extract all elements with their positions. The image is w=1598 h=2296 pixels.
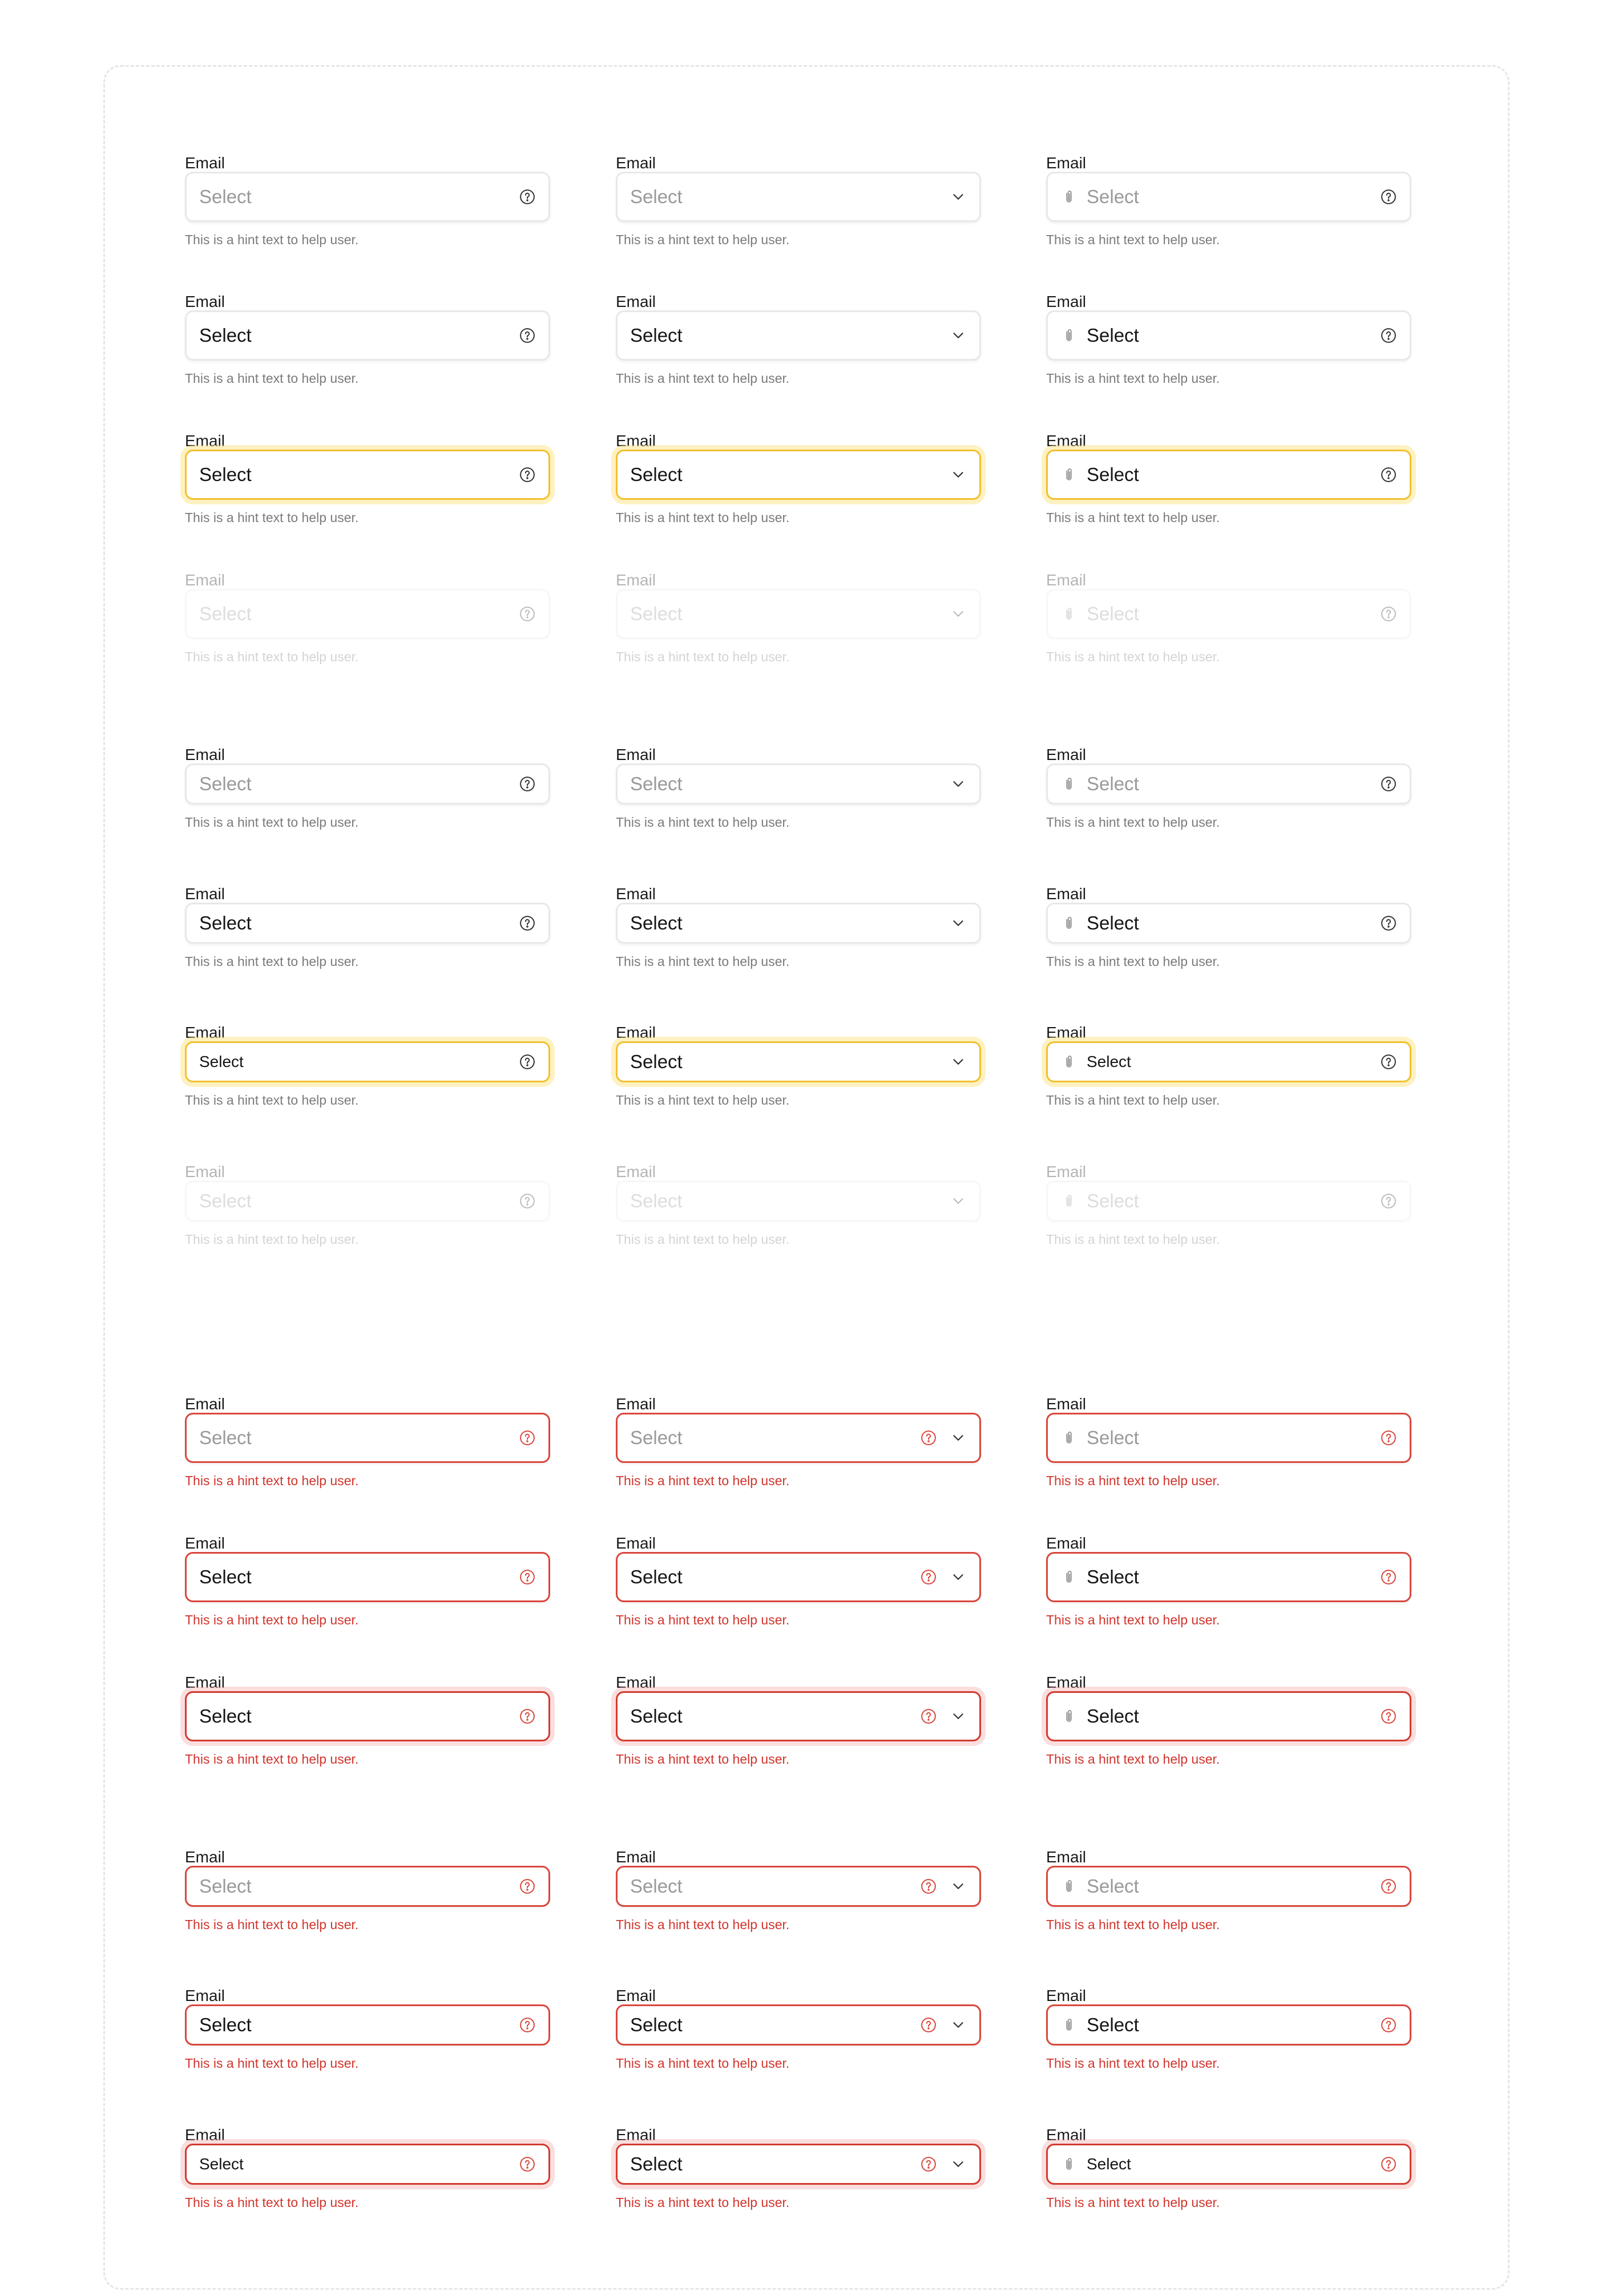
select-value: Select: [630, 186, 683, 207]
select-value: Select: [630, 912, 683, 933]
field-label: Email: [616, 154, 656, 172]
field-label: Email: [1046, 293, 1087, 310]
field-label: Email: [1046, 885, 1087, 903]
select-value: Select: [199, 1053, 244, 1070]
select-input[interactable]: [185, 1413, 550, 1463]
select-input: [185, 1181, 550, 1222]
paperclip-icon: [1060, 1708, 1078, 1725]
select-input[interactable]: [616, 172, 981, 222]
select-input[interactable]: [185, 1691, 550, 1741]
paperclip-icon: [1060, 466, 1078, 483]
help-icon[interactable]: [519, 2016, 536, 2034]
select-value: Select: [199, 186, 252, 207]
field-label: Email: [616, 885, 656, 903]
hint-text: This is a hint text to help user.: [616, 815, 790, 830]
select-value: Select: [199, 912, 252, 933]
help-icon[interactable]: [519, 775, 536, 793]
select-input[interactable]: [1046, 763, 1411, 805]
field-label: Email: [1046, 1024, 1087, 1041]
select-input[interactable]: [616, 1041, 981, 1082]
help-icon[interactable]: [920, 2156, 937, 2173]
chevron-down-icon[interactable]: [950, 1569, 967, 1586]
chevron-down-icon[interactable]: [950, 1708, 967, 1725]
select-input[interactable]: [616, 1691, 981, 1741]
field-label: Email: [185, 1163, 225, 1181]
component-frame: [103, 65, 1510, 2290]
hint-text: This is a hint text to help user.: [185, 954, 359, 969]
field-label: Email: [616, 1024, 656, 1041]
paperclip-icon: [1060, 2016, 1078, 2034]
select-value: Select: [630, 603, 683, 624]
field-label: Email: [616, 293, 656, 310]
hint-text: This is a hint text to help user.: [185, 1917, 359, 1932]
select-value: Select: [199, 1190, 252, 1211]
hint-text: This is a hint text to help user.: [1046, 371, 1220, 386]
field-label: Email: [616, 1848, 656, 1866]
field-label: Email: [185, 1674, 225, 1691]
select-value: Select: [1087, 2014, 1139, 2035]
hint-text: This is a hint text to help user.: [185, 1752, 359, 1767]
select-value: Select: [630, 325, 683, 346]
hint-text: This is a hint text to help user.: [1046, 2195, 1220, 2210]
select-value: Select: [199, 1566, 252, 1587]
select-input[interactable]: [616, 763, 981, 805]
select-value: Select: [630, 1566, 683, 1587]
select-input[interactable]: [185, 763, 550, 805]
field-label: Email: [1046, 1534, 1087, 1552]
select-value: Select: [199, 2155, 244, 2173]
hint-text: This is a hint text to help user.: [616, 1232, 790, 1247]
hint-text: This is a hint text to help user.: [616, 1752, 790, 1767]
help-icon[interactable]: [519, 327, 536, 344]
paperclip-icon: [1060, 1429, 1078, 1446]
select-input[interactable]: [185, 2004, 550, 2046]
hint-text: This is a hint text to help user.: [185, 2056, 359, 2071]
field-label: Email: [616, 746, 656, 763]
select-input[interactable]: [185, 450, 550, 500]
help-icon[interactable]: [1380, 1878, 1397, 1895]
select-value: Select: [630, 2014, 683, 2035]
hint-text: This is a hint text to help user.: [616, 2056, 790, 2071]
field-label: Email: [1046, 1848, 1087, 1866]
help-icon[interactable]: [920, 1708, 937, 1725]
chevron-down-icon[interactable]: [950, 1429, 967, 1446]
select-input[interactable]: [1046, 450, 1411, 500]
hint-text: This is a hint text to help user.: [616, 1917, 790, 1932]
help-icon[interactable]: [920, 2016, 937, 2034]
select-value: Select: [1087, 1705, 1139, 1727]
help-icon[interactable]: [519, 1569, 536, 1586]
select-input: [1046, 1181, 1411, 1222]
help-icon[interactable]: [519, 2156, 536, 2173]
hint-text: This is a hint text to help user.: [616, 510, 790, 525]
chevron-down-icon[interactable]: [950, 775, 967, 793]
select-value: Select: [630, 2153, 683, 2174]
help-icon[interactable]: [920, 1878, 937, 1895]
field-label: Email: [185, 885, 225, 903]
select-input[interactable]: [616, 903, 981, 944]
select-value: Select: [630, 1190, 683, 1211]
field-label: Email: [1046, 1163, 1087, 1181]
select-input[interactable]: [616, 2004, 981, 2046]
field-label: Email: [1046, 154, 1087, 172]
hint-text: This is a hint text to help user.: [1046, 649, 1220, 664]
hint-text: This is a hint text to help user.: [1046, 1232, 1220, 1247]
hint-text: This is a hint text to help user.: [616, 1473, 790, 1488]
select-input[interactable]: [185, 310, 550, 361]
chevron-down-icon[interactable]: [950, 2016, 967, 2034]
help-icon[interactable]: [1380, 775, 1397, 793]
hint-text: This is a hint text to help user.: [1046, 1917, 1220, 1932]
select-input[interactable]: [1046, 1866, 1411, 1907]
select-value: Select: [199, 773, 252, 794]
select-value: Select: [1087, 464, 1139, 485]
help-icon[interactable]: [1380, 2156, 1397, 2173]
select-value: Select: [630, 773, 683, 794]
help-icon[interactable]: [920, 1429, 937, 1446]
help-icon[interactable]: [519, 1708, 536, 1725]
hint-text: This is a hint text to help user.: [616, 1612, 790, 1627]
paperclip-icon: [1060, 1569, 1078, 1586]
paperclip-icon: [1060, 605, 1078, 622]
help-icon[interactable]: [1380, 1569, 1397, 1586]
select-value: Select: [630, 1705, 683, 1727]
select-input[interactable]: [1046, 172, 1411, 222]
select-value: Select: [1087, 603, 1139, 624]
hint-text: This is a hint text to help user.: [1046, 954, 1220, 969]
field-label: Email: [185, 746, 225, 763]
select-value: Select: [1087, 1566, 1139, 1587]
select-input: [185, 589, 550, 639]
hint-text: This is a hint text to help user.: [185, 1473, 359, 1488]
hint-text: This is a hint text to help user.: [616, 1093, 790, 1107]
help-icon[interactable]: [519, 466, 536, 483]
hint-text: This is a hint text to help user.: [185, 649, 359, 664]
hint-text: This is a hint text to help user.: [1046, 1473, 1220, 1488]
hint-text: This is a hint text to help user.: [185, 1232, 359, 1247]
field-label: Email: [185, 2126, 225, 2144]
hint-text: This is a hint text to help user.: [1046, 815, 1220, 830]
select-input: [616, 589, 981, 639]
chevron-down-icon[interactable]: [950, 1878, 967, 1895]
select-value: Select: [1087, 1875, 1139, 1897]
select-input[interactable]: [185, 2144, 550, 2185]
help-icon[interactable]: [1380, 605, 1397, 622]
select-input[interactable]: [1046, 1691, 1411, 1741]
select-value: Select: [1087, 2155, 1131, 2173]
chevron-down-icon[interactable]: [950, 1193, 967, 1210]
chevron-down-icon[interactable]: [950, 605, 967, 622]
select-input: [616, 1181, 981, 1222]
chevron-down-icon[interactable]: [950, 2156, 967, 2173]
chevron-down-icon[interactable]: [950, 327, 967, 344]
paperclip-icon: [1060, 775, 1078, 793]
help-icon[interactable]: [1380, 915, 1397, 932]
field-label: Email: [616, 1395, 656, 1413]
paperclip-icon: [1060, 188, 1078, 205]
select-value: Select: [630, 464, 683, 485]
select-input[interactable]: [616, 2144, 981, 2185]
select-input[interactable]: [1046, 903, 1411, 944]
field-label: Email: [1046, 571, 1087, 589]
help-icon[interactable]: [1380, 466, 1397, 483]
paperclip-icon: [1060, 1878, 1078, 1895]
select-input: [1046, 589, 1411, 639]
field-label: Email: [185, 432, 225, 450]
paperclip-icon: [1060, 915, 1078, 932]
select-input[interactable]: [185, 1041, 550, 1082]
help-icon[interactable]: [519, 188, 536, 205]
field-label: Email: [1046, 1987, 1087, 2004]
hint-text: This is a hint text to help user.: [185, 2195, 359, 2210]
select-input[interactable]: [185, 1866, 550, 1907]
select-input[interactable]: [616, 310, 981, 361]
select-input[interactable]: [616, 1552, 981, 1602]
hint-text: This is a hint text to help user.: [616, 649, 790, 664]
help-icon[interactable]: [1380, 188, 1397, 205]
help-icon[interactable]: [519, 1053, 536, 1070]
select-value: Select: [630, 1875, 683, 1897]
select-value: Select: [1087, 1427, 1139, 1448]
select-value: Select: [199, 325, 252, 346]
field-label: Email: [616, 1163, 656, 1181]
field-label: Email: [185, 1024, 225, 1041]
hint-text: This is a hint text to help user.: [185, 510, 359, 525]
field-label: Email: [185, 1848, 225, 1866]
paperclip-icon: [1060, 1193, 1078, 1210]
help-icon[interactable]: [519, 605, 536, 622]
select-input[interactable]: [616, 1866, 981, 1907]
field-label: Email: [1046, 432, 1087, 450]
field-label: Email: [185, 154, 225, 172]
select-input[interactable]: [1046, 2004, 1411, 2046]
select-value: Select: [199, 1875, 252, 1897]
hint-text: This is a hint text to help user.: [616, 371, 790, 386]
field-label: Email: [185, 571, 225, 589]
select-input[interactable]: [1046, 1552, 1411, 1602]
field-label: Email: [616, 571, 656, 589]
select-value: Select: [1087, 325, 1139, 346]
hint-text: This is a hint text to help user.: [1046, 1612, 1220, 1627]
select-value: Select: [1087, 186, 1139, 207]
chevron-down-icon[interactable]: [950, 915, 967, 932]
help-icon[interactable]: [1380, 2016, 1397, 2034]
hint-text: This is a hint text to help user.: [185, 815, 359, 830]
hint-text: This is a hint text to help user.: [1046, 510, 1220, 525]
field-label: Email: [1046, 1395, 1087, 1413]
select-value: Select: [199, 1427, 252, 1448]
select-input[interactable]: [185, 903, 550, 944]
field-label: Email: [185, 1534, 225, 1552]
select-value: Select: [199, 1705, 252, 1727]
select-value: Select: [630, 1427, 683, 1448]
field-label: Email: [616, 1674, 656, 1691]
hint-text: This is a hint text to help user.: [616, 954, 790, 969]
select-input[interactable]: [616, 1413, 981, 1463]
select-input[interactable]: [1046, 2144, 1411, 2185]
field-label: Email: [185, 1987, 225, 2004]
select-value: Select: [199, 603, 252, 624]
hint-text: This is a hint text to help user.: [185, 371, 359, 386]
hint-text: This is a hint text to help user.: [1046, 2056, 1220, 2071]
chevron-down-icon[interactable]: [950, 466, 967, 483]
help-icon[interactable]: [519, 1878, 536, 1895]
chevron-down-icon[interactable]: [950, 1053, 967, 1070]
hint-text: This is a hint text to help user.: [1046, 232, 1220, 247]
select-value: Select: [199, 2014, 252, 2035]
select-value: Select: [1087, 1053, 1131, 1070]
paperclip-icon: [1060, 1053, 1078, 1070]
help-icon[interactable]: [519, 1429, 536, 1446]
select-input[interactable]: [1046, 1041, 1411, 1082]
select-input[interactable]: [616, 450, 981, 500]
hint-text: This is a hint text to help user.: [616, 2195, 790, 2210]
help-icon[interactable]: [519, 1193, 536, 1210]
select-value: Select: [199, 464, 252, 485]
help-icon[interactable]: [519, 915, 536, 932]
chevron-down-icon[interactable]: [950, 188, 967, 205]
paperclip-icon: [1060, 2156, 1078, 2173]
select-value: Select: [1087, 912, 1139, 933]
help-icon[interactable]: [1380, 327, 1397, 344]
help-icon[interactable]: [1380, 1053, 1397, 1070]
select-input[interactable]: [1046, 1413, 1411, 1463]
hint-text: This is a hint text to help user.: [185, 1612, 359, 1627]
paperclip-icon: [1060, 327, 1078, 344]
hint-text: This is a hint text to help user.: [616, 232, 790, 247]
select-input[interactable]: [185, 1552, 550, 1602]
field-label: Email: [185, 293, 225, 310]
field-label: Email: [616, 1987, 656, 2004]
hint-text: This is a hint text to help user.: [185, 1093, 359, 1107]
hint-text: This is a hint text to help user.: [1046, 1752, 1220, 1767]
field-label: Email: [616, 1534, 656, 1552]
select-value: Select: [1087, 1190, 1139, 1211]
field-label: Email: [616, 2126, 656, 2144]
field-label: Email: [1046, 746, 1087, 763]
hint-text: This is a hint text to help user.: [1046, 1093, 1220, 1107]
field-label: Email: [616, 432, 656, 450]
field-label: Email: [1046, 1674, 1087, 1691]
select-value: Select: [630, 1051, 683, 1072]
help-icon[interactable]: [1380, 1429, 1397, 1446]
help-icon[interactable]: [1380, 1708, 1397, 1725]
field-label: Email: [1046, 2126, 1087, 2144]
hint-text: This is a hint text to help user.: [185, 232, 359, 247]
select-input[interactable]: [185, 172, 550, 222]
select-input[interactable]: [1046, 310, 1411, 361]
field-label: Email: [185, 1395, 225, 1413]
help-icon[interactable]: [920, 1569, 937, 1586]
select-value: Select: [1087, 773, 1139, 794]
help-icon[interactable]: [1380, 1193, 1397, 1210]
